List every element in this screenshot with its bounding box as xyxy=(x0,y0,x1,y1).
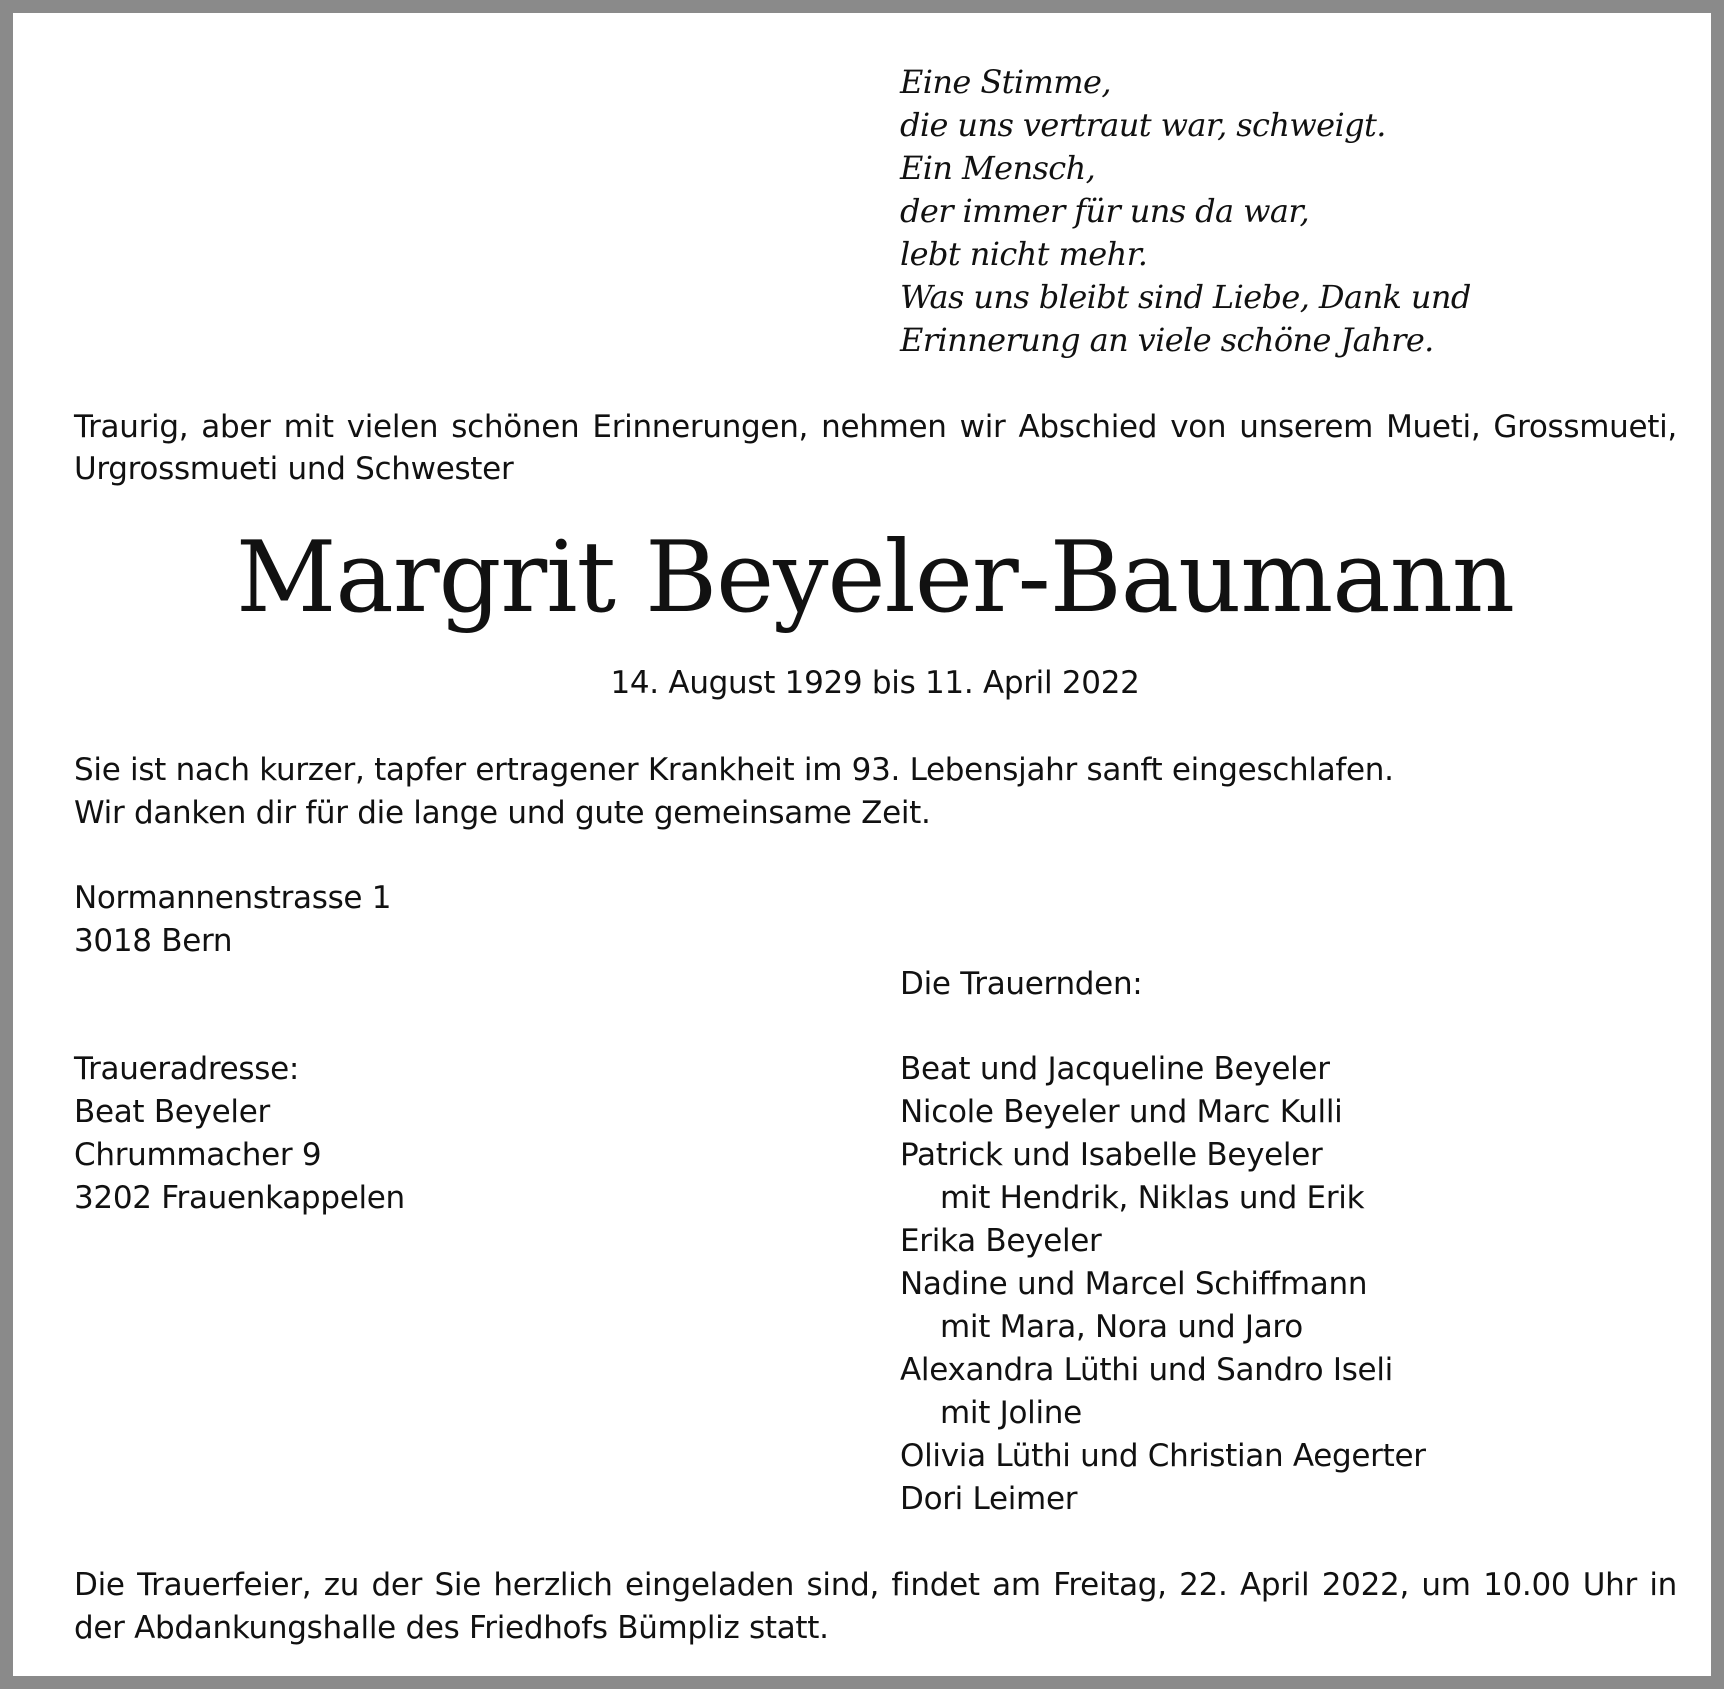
poem-line: die uns vertraut war, schweigt. xyxy=(900,106,1386,144)
mourners-section xyxy=(900,963,1426,1521)
mourning-address-line: Beat Beyeler xyxy=(74,1094,270,1130)
mourner-children-line: mit Joline xyxy=(940,1395,1082,1431)
mourner-entry: Dori Leimer xyxy=(900,1481,1078,1517)
mourning-address-line: Chrummacher 9 xyxy=(74,1137,322,1173)
poem-line: lebt nicht mehr. xyxy=(900,235,1148,273)
mourner-children-line: mit Hendrik, Niklas und Erik xyxy=(940,1180,1365,1216)
mourner-children-line: mit Mara, Nora und Jaro xyxy=(940,1309,1303,1345)
home-address xyxy=(74,877,391,963)
mourner-entry: Olivia Lüthi und Christian Aegerter xyxy=(900,1438,1426,1474)
poem-line: Eine Stimme, xyxy=(900,63,1111,101)
mourner-entry: Alexandra Lüthi und Sandro Iseli xyxy=(900,1352,1393,1388)
poem-line: Erinnerung an viele schöne Jahre. xyxy=(900,321,1434,359)
mourners-list xyxy=(900,1048,1426,1521)
deceased-name: Margrit Beyeler-Baumann xyxy=(236,521,1514,635)
mourning-address-line: 3202 Frauenkappelen xyxy=(74,1180,405,1216)
mourner-entry: Beat und Jacqueline Beyeler xyxy=(900,1051,1330,1087)
intro-paragraph: Traurig, aber mit vielen schönen Erinnerungen, nehmen wir Abschied von unserem Mueti, Grossmueti, Urgrossmueti und Schwester xyxy=(74,409,1677,487)
mourner-entry: Nicole Beyeler und Marc Kulli xyxy=(900,1094,1343,1130)
message-line: Wir danken dir für die lange und gute gemeinsame Zeit. xyxy=(74,795,931,831)
mourners-heading: Die Trauernden: xyxy=(900,966,1143,1002)
mourning-address-label: Traueradresse: xyxy=(74,1051,300,1087)
service-announcement: Die Trauerfeier, zu der Sie herzlich eingeladen sind, findet am Freitag, 22. April 2022, um 10.00 Uhr in der Abdankungshalle des Friedhofs Bümpliz statt. xyxy=(74,1567,1677,1646)
mourner-entry: Erika Beyeler xyxy=(900,1223,1102,1259)
poem-line: der immer für uns da war, xyxy=(900,192,1310,230)
message-paragraph xyxy=(74,749,1394,835)
life-dates: 14. August 1929 bis 11. April 2022 xyxy=(610,665,1140,701)
poem-line: Ein Mensch, xyxy=(900,149,1096,187)
mourner-entry: Patrick und Isabelle Beyeler xyxy=(900,1137,1323,1173)
address-line: 3018 Bern xyxy=(74,923,233,959)
poem xyxy=(900,61,1471,362)
message-line: Sie ist nach kurzer, tapfer ertragener Krankheit im 93. Lebensjahr sanft eingeschlafen. xyxy=(74,752,1394,788)
mourning-address xyxy=(74,1048,405,1220)
address-line: Normannenstrasse 1 xyxy=(74,880,392,916)
mourner-entry: Nadine und Marcel Schiffmann xyxy=(900,1266,1368,1302)
poem-line: Was uns bleibt sind Liebe, Dank und xyxy=(900,278,1471,316)
